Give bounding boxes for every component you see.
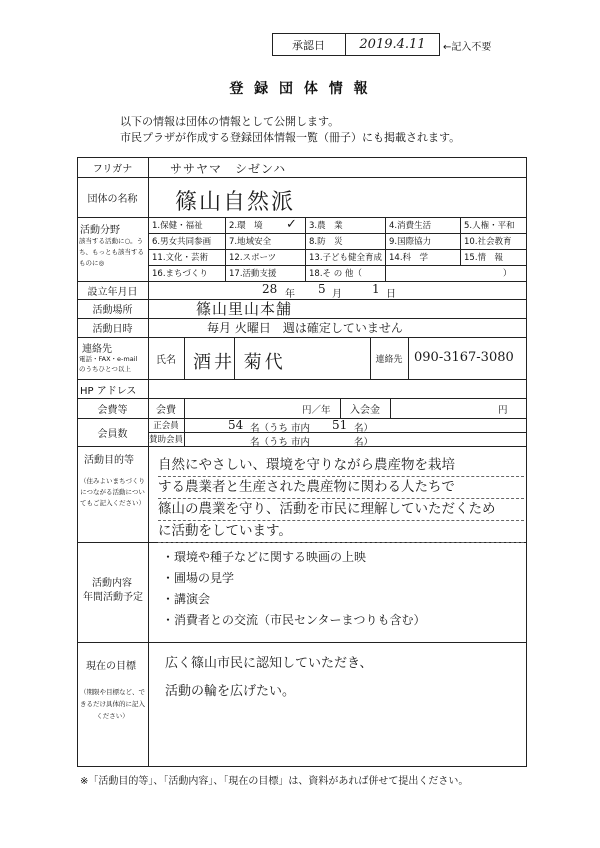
purpose-line: する農業者と生産された農産物に関わる人たちで [158, 477, 524, 499]
field-option-16[interactable]: 16.まちづくり [152, 269, 208, 279]
value-founded-day: 1 [372, 282, 380, 296]
value-phone: 090-3167-3080 [414, 350, 514, 365]
label-support: 賛助会員 [148, 435, 183, 445]
goal-line: 活動の輪を広げたい。 [165, 684, 296, 699]
value-regular-city: 51 [332, 418, 348, 432]
approval-note: ←記入不要 [443, 42, 492, 53]
month-label: 月 [332, 289, 342, 300]
field-option-6[interactable]: 6.男女共同参画 [152, 237, 212, 247]
support-unit: 名（うち 市内 [250, 437, 311, 448]
label-schedule: 活動日時 [92, 324, 133, 335]
value-person: 酒井 菊代 [193, 352, 286, 373]
goal-lines [165, 650, 525, 706]
footer-note: ※「活動目的等」、「活動内容」、「現在の目標」は、資料があれば併せて提出ください。 [80, 776, 469, 787]
field-2-check: ✓ [286, 217, 297, 232]
content-line: ・環境や種子などに関する映画の上映 [162, 550, 367, 564]
field-option-18[interactable]: 18.そ の 他（ [309, 269, 362, 279]
label-contact-short: 連絡先 [375, 354, 403, 365]
label-contact: 連絡先 [82, 344, 112, 355]
label-entry: 入会金 [350, 404, 380, 416]
label-purpose: 活動目的等 [84, 455, 134, 466]
label-fee: 会費 [156, 404, 176, 416]
label-goal: 現在の目標 [86, 661, 136, 672]
value-founded-month: 5 [318, 282, 326, 296]
regular-unit: 名（うち 市内 [250, 423, 311, 434]
approval-label: 承認日 [292, 38, 325, 52]
label-members: 会員数 [97, 428, 128, 440]
field-option-11[interactable]: 11.文化・芸術 [152, 253, 209, 263]
label-fee-row: 会費等 [97, 404, 128, 416]
field-option-1[interactable]: 1.保健・福祉 [152, 221, 203, 231]
label-contact-note: 電話・FAX・e-mail のうちひとつ以上 [79, 355, 138, 373]
content-line: ・消費者との交流（市民センターまつりも含む） [162, 613, 426, 627]
value-regular-count: 54 [228, 418, 244, 432]
field-option-14[interactable]: 14.科 学 [389, 253, 429, 263]
page-title: 登 録 団 体 情 報 [229, 81, 371, 97]
field-option-7[interactable]: 7.地域安全 [229, 237, 272, 247]
label-field: 活動分野 [80, 225, 120, 236]
field-option-12[interactable]: 12.スポーツ [229, 253, 277, 263]
label-person: 氏名 [156, 354, 176, 366]
value-founded-year: 28 [262, 282, 278, 296]
intro-line-1: 以下の情報は団体の情報として公開します。 [120, 115, 340, 128]
field-option-2[interactable]: 2.環 境 [229, 221, 263, 231]
regular-unit-close: 名） [354, 423, 374, 434]
field-option-15[interactable]: 15.情 報 [464, 253, 504, 263]
field-other-close: ） [503, 269, 512, 279]
label-purpose-note: （住みよいまちづくりにつながる活動についてもご記入ください） [80, 477, 145, 507]
value-place: 篠山里山本舗 [196, 300, 293, 318]
field-option-5[interactable]: 5.人権・平和 [464, 221, 515, 231]
label-content: 活動内容 [92, 578, 132, 589]
field-option-10[interactable]: 10.社会教育 [464, 237, 512, 247]
intro-line-2: 市民プラザが作成する登録団体情報一覧（冊子）にも掲載されます。 [120, 131, 461, 144]
content-line: ・講演会 [162, 592, 211, 606]
field-option-3[interactable]: 3.農 業 [309, 221, 343, 231]
content-lines [162, 547, 522, 631]
label-place: 活動場所 [92, 305, 133, 316]
label-furigana: フリガナ [92, 163, 133, 175]
field-option-17[interactable]: 17.活動支援 [229, 269, 277, 279]
approval-date: 2019.4.11 [359, 37, 426, 52]
field-option-13[interactable]: 13.子ども健全育成 [309, 253, 383, 263]
field-option-4[interactable]: 4.消費生活 [389, 221, 432, 231]
purpose-line: に活動をしています。 [158, 521, 524, 543]
label-content-2: 年間活動予定 [83, 592, 143, 603]
label-founded: 設立年月日 [87, 286, 138, 298]
year-label: 年 [285, 289, 295, 300]
label-hp: HP アドレス [80, 386, 137, 397]
day-label: 日 [386, 289, 396, 300]
value-schedule: 毎月 火曜日 週は確定していません [207, 321, 403, 335]
entry-unit: 円 [498, 405, 508, 416]
purpose-lines [158, 455, 524, 543]
value-name: 篠山自然派 [175, 190, 296, 215]
field-option-9[interactable]: 9.国際協力 [389, 237, 432, 247]
goal-line: 広く篠山市民に認知していただき、 [165, 656, 373, 671]
support-unit-close: 名） [354, 437, 374, 448]
label-goal-note: （期限や目標など、できるだけ具体的に記入ください） [80, 688, 145, 720]
value-furigana: ササヤマ シゼンハ [170, 162, 287, 176]
label-field-note: 該当する活動に○。うち、もっとも該当するものに◎ [79, 237, 144, 267]
content-line: ・圃場の見学 [162, 571, 235, 585]
fee-unit: 円／年 [302, 405, 331, 416]
purpose-line: 自然にやさしい、環境を守りながら農産物を栽培 [158, 455, 524, 477]
label-regular: 正会員 [153, 421, 179, 431]
purpose-line: 篠山の農業を守り、活動を市民に理解していただくため [158, 499, 524, 521]
label-name: 団体の名称 [87, 193, 138, 205]
field-option-8[interactable]: 8.防 災 [309, 237, 343, 247]
